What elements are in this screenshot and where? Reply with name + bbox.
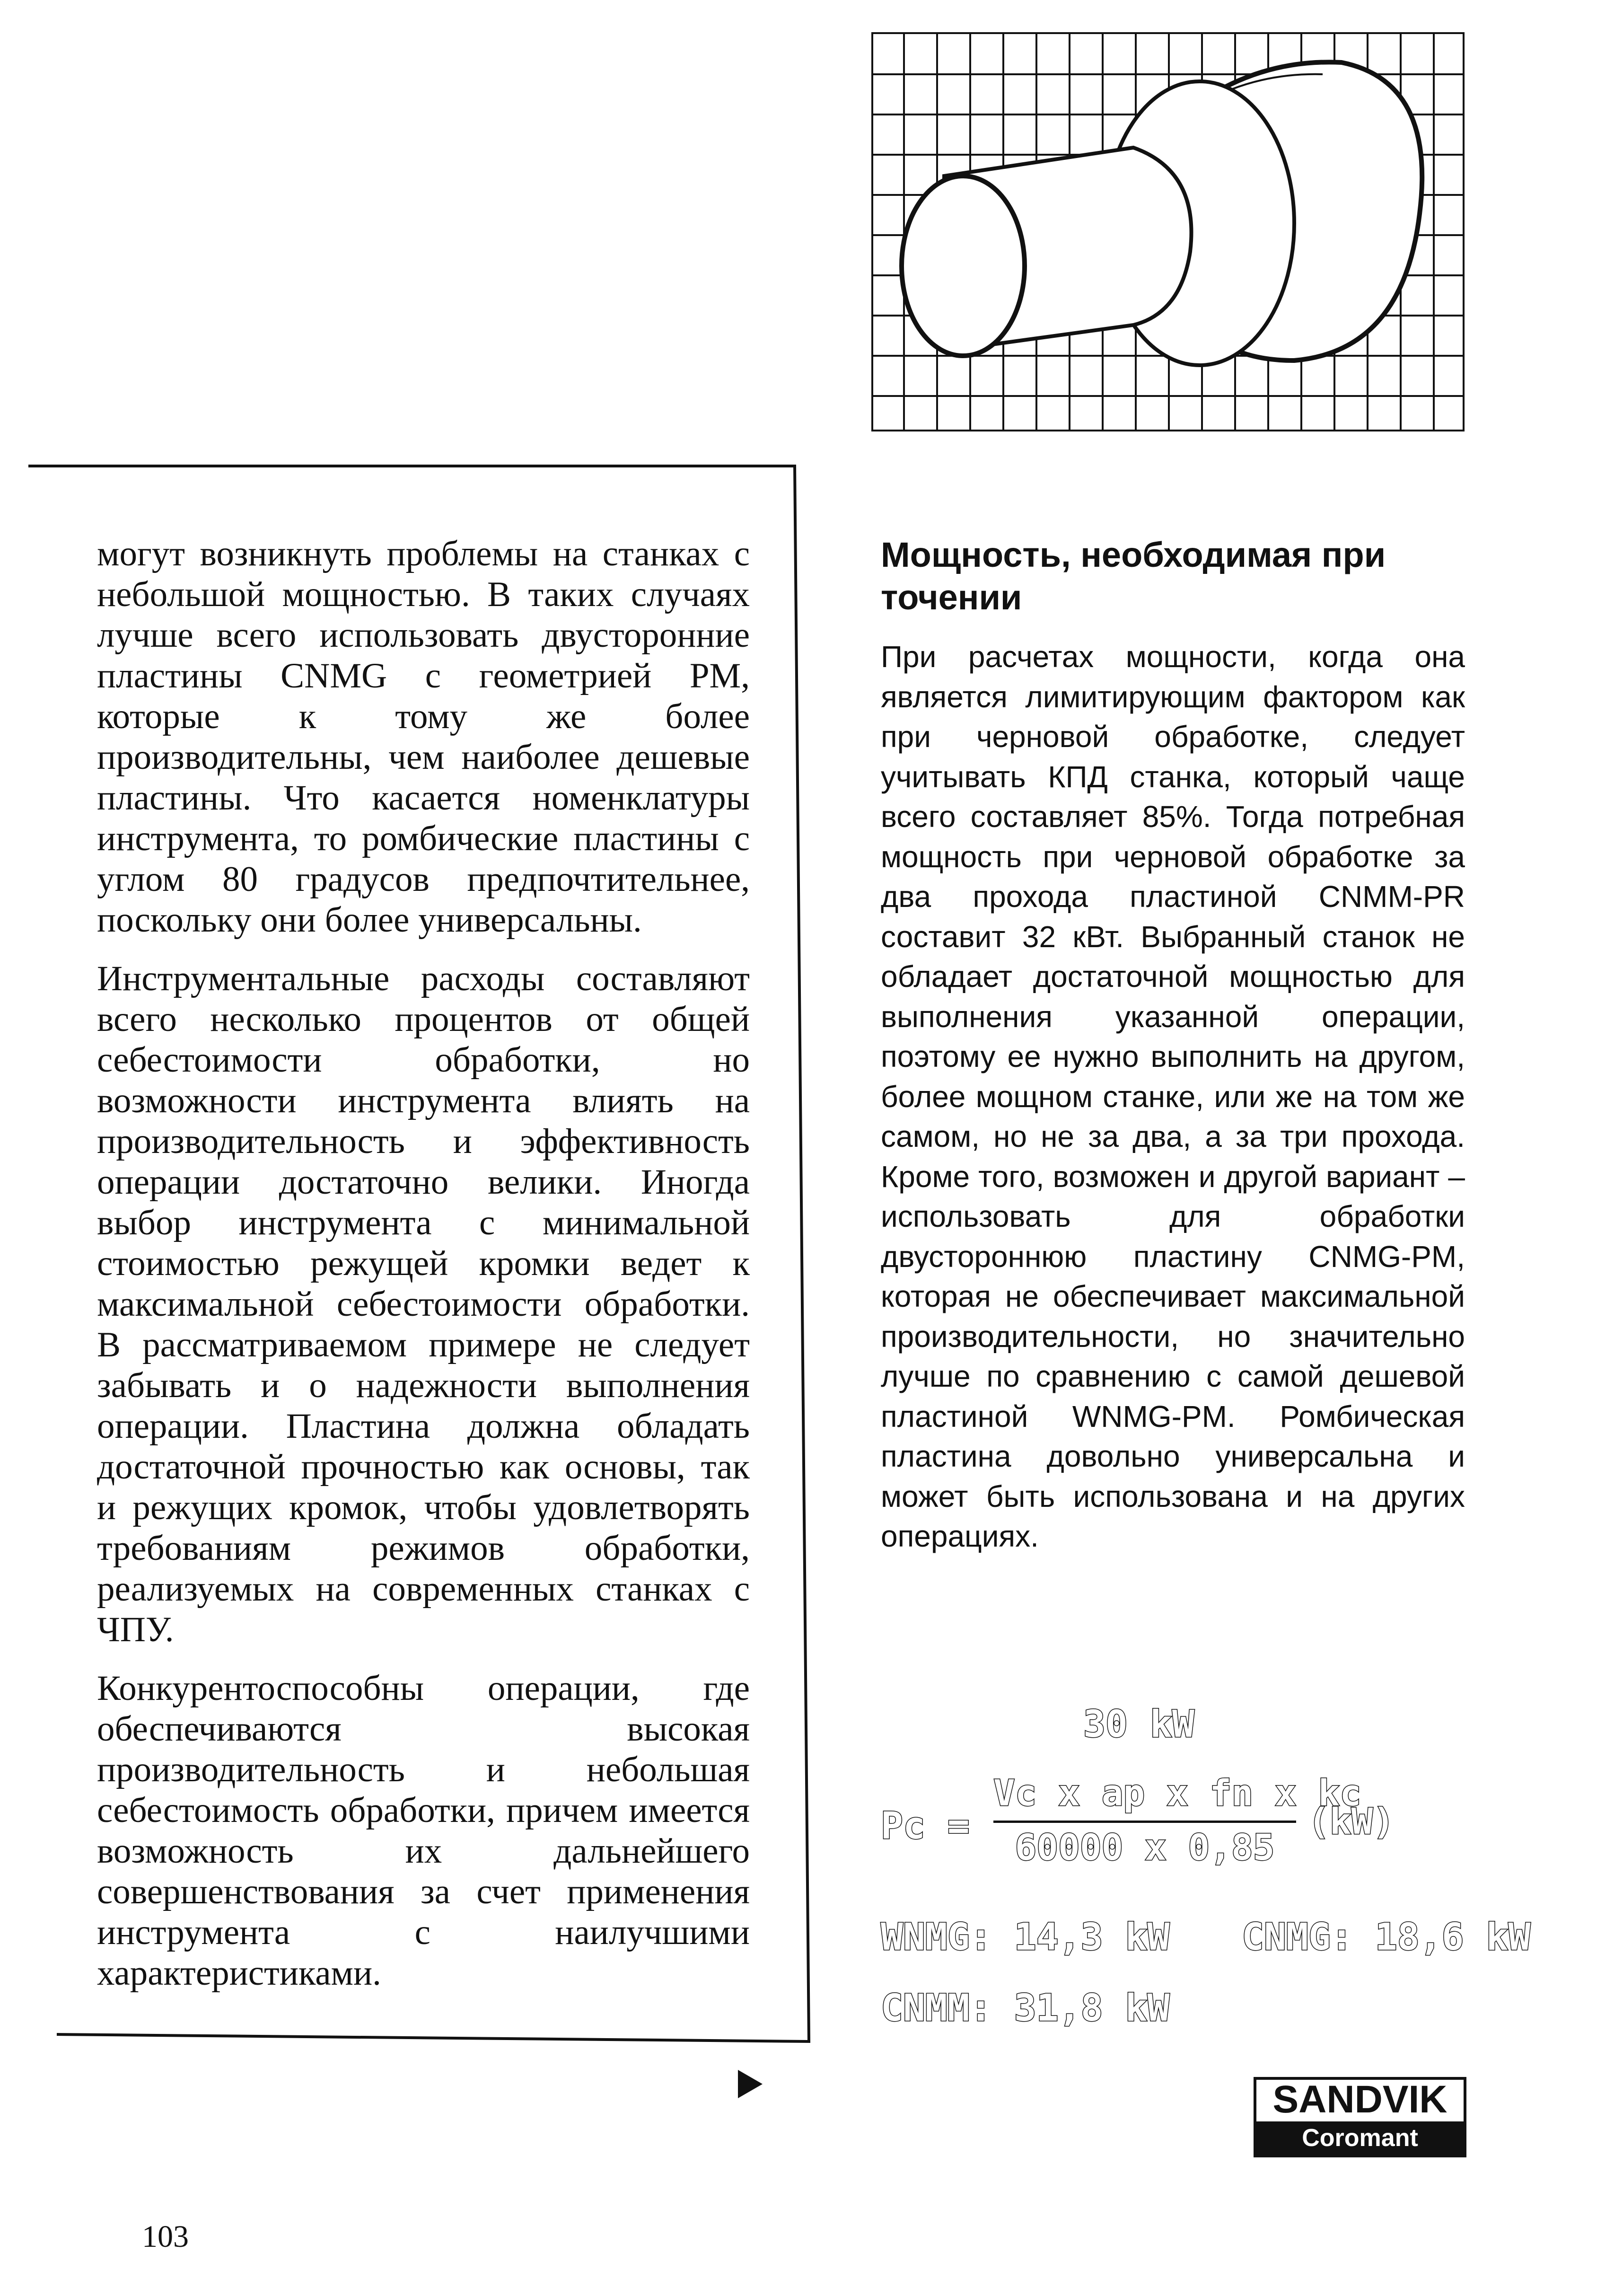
left-paragraph-2: Инструментальные расходы составляют всего несколько процентов от общей себестоимости обработки, но возможности инструмента влиять на производительность и эффективность операции достаточно велики. Иногда выбор инструмента с минимальной стоимостью режущей кромки ведет к максимальной себестоимости обработки. В рассматриваемом примере не следует забывать и о надежности выполнения операции. Пластина должна обладать достаточной прочностью как основы, так и режущих кромок, чтобы удовлетворять требованиям режимов обработки, реализуемых на современных станках с ЧПУ. <box>97 959 750 1649</box>
right-column <box>881 534 1465 1557</box>
right-body-text: При расчетах мощности, когда она является лимитирующим фактором как при черновой обработке, следует учитывать КПД станка, который чаще всего составляет 85%. Тогда потребная мощность при черновой обработке за два прохода пластиной CNMM-PR составит 32 кВт. Выбранный станок не обладает достаточной мощностью для выполнения указанной операции, поэтому ее нужно выполнить на другом, более мощном станке, или же на том же самом, но не за два, а за три прохода. Кроме того, возможен и другой вариант – использовать для обработки двустороннюю пластину CNMG-PM, которая не обеспечивает максимальной производительности, но значительно лучше по сравнению с самой дешевой пластиной WNMG-PM. Ромбическая пластина довольно универсальна и может быть использована и на других операциях. <box>881 640 1465 1553</box>
result-wnmg: WNMG: 14,3 kW <box>881 1916 1170 1959</box>
formula-numerator: Vc x ap x fn x kc <box>993 1772 1361 1814</box>
left-paragraph-3: Конкурентоспособны операции, где обеспечиваются высокая производительность и небольшая себестоимость обработки, причем имеется возможность их дальнейшего совершенствования за счет применения инструмента с наилучшими характеристиками. <box>97 1669 750 1993</box>
formula-lhs: Pc = <box>881 1805 970 1847</box>
result-cnmm: CNMM: 31,8 kW <box>881 1987 1170 2030</box>
result-cnmg: CNMG: 18,6 kW <box>1242 1916 1531 1959</box>
left-column-text <box>97 534 750 2012</box>
section-title: Мощность, необходимая при точении <box>881 535 1386 617</box>
left-paragraph-1: могут возникнуть проблемы на станках с небольшой мощностью. В таких случаях лучше всего использовать двусторонние пластины CNMG с геометрией PM, которые к тому же более производительны, чем наиболее дешевые пластины. Что касается номенклатуры инструмента, то ромбические пластины с углом 80 градусов предпочтительнее, поскольку они более универсальны. <box>97 534 750 940</box>
workpiece-illustration <box>869 29 1469 436</box>
formula-unit: (kW) <box>1308 1800 1395 1842</box>
fraction-bar <box>993 1821 1296 1823</box>
formula-denominator: 60000 x 0,85 <box>1015 1826 1275 1868</box>
power-label: 30 kW <box>1083 1703 1194 1746</box>
logo-brand: SANDVIK <box>1272 2078 1448 2121</box>
page-number: 103 <box>142 2219 189 2254</box>
next-page-arrow-icon <box>738 2070 763 2098</box>
logo-sub: Coromant <box>1256 2121 1464 2155</box>
sandvik-logo <box>1254 2077 1466 2157</box>
